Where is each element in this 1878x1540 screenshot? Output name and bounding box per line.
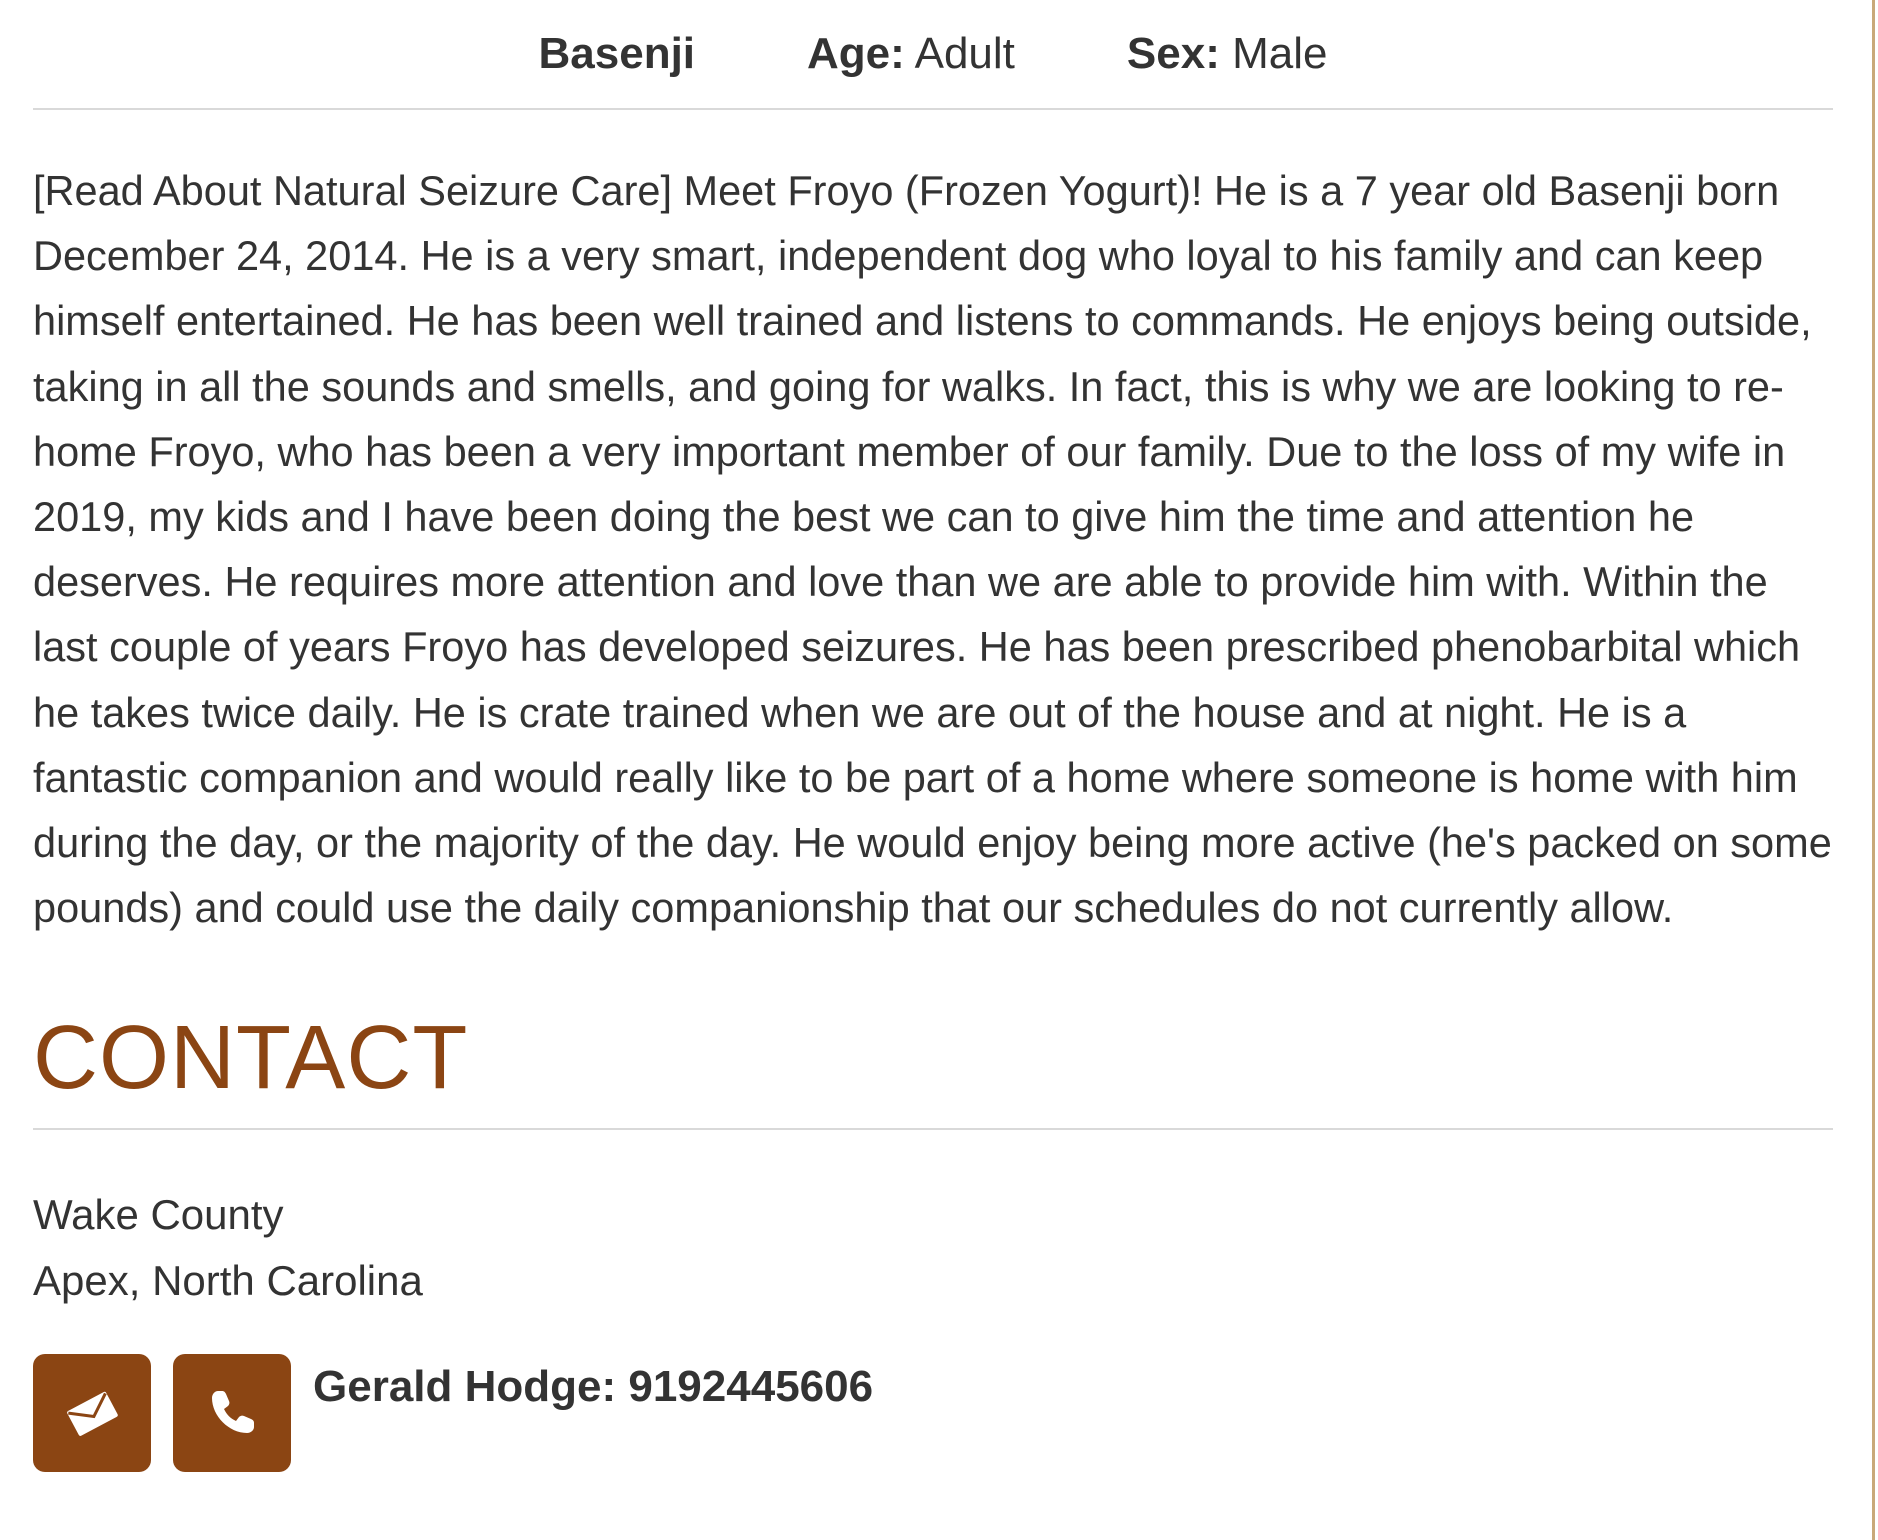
phone-button[interactable] — [173, 1354, 291, 1472]
description-body: Meet Froyo (Frozen Yogurt)! He is a 7 year old Basenji born December 24, 2014. He is a very smart, independent dog who loyal to his family and can keep himself entertained. He has been well trained and listens to commands. He enjoys being outside, taking in all the sounds and smells, and going for walks. In fact, this is why we are looking to re-home Froyo, who has been a very important member of our family. Due to the loss of my wife in 2019, my kids and I have been doing the best we can to give him the time and attention he deserves. He requires more attention and love than we are able to provide him with. Within the last couple of years Froyo has developed seizures. He has been prescribed phenobarbital which he takes twice daily. He is crate trained when we are out of the house and at night. He is a fantastic companion and would really like to be part of a home where someone is home with him during the day, or the majority of the day. He would enjoy being more active (he's packed on some pounds) and could use the daily companionship that our schedules do not currently allow. — [33, 167, 1832, 932]
county-text: Wake County — [33, 1191, 284, 1239]
age-attribute — [807, 29, 1015, 79]
seizure-care-link[interactable]: [Read About Natural Seizure Care] — [33, 167, 672, 214]
contact-person: Gerald Hodge: 9192445606 — [313, 1362, 874, 1412]
sex-label: Sex: — [1126, 29, 1220, 78]
contact-divider — [33, 1128, 1833, 1130]
sex-attribute — [1127, 29, 1328, 79]
listing-content — [33, 0, 1833, 1472]
pet-attributes — [33, 0, 1833, 108]
contact-actions — [33, 1354, 1833, 1472]
contact-heading: CONTACT — [33, 1008, 469, 1109]
email-button[interactable] — [33, 1354, 151, 1472]
age-value: Adult — [914, 29, 1015, 78]
sex-value: Male — [1232, 29, 1328, 78]
breed-value: Basenji — [538, 29, 696, 78]
phone-icon — [202, 1383, 262, 1443]
page-side-border — [1872, 0, 1875, 1540]
pet-description — [33, 158, 1833, 940]
breed-attribute — [539, 29, 696, 79]
city-state-text: Apex, North Carolina — [33, 1257, 423, 1305]
age-label: Age: — [807, 29, 905, 78]
envelope-icon — [62, 1383, 122, 1443]
attributes-divider — [33, 108, 1833, 110]
contact-location — [33, 1182, 1833, 1314]
